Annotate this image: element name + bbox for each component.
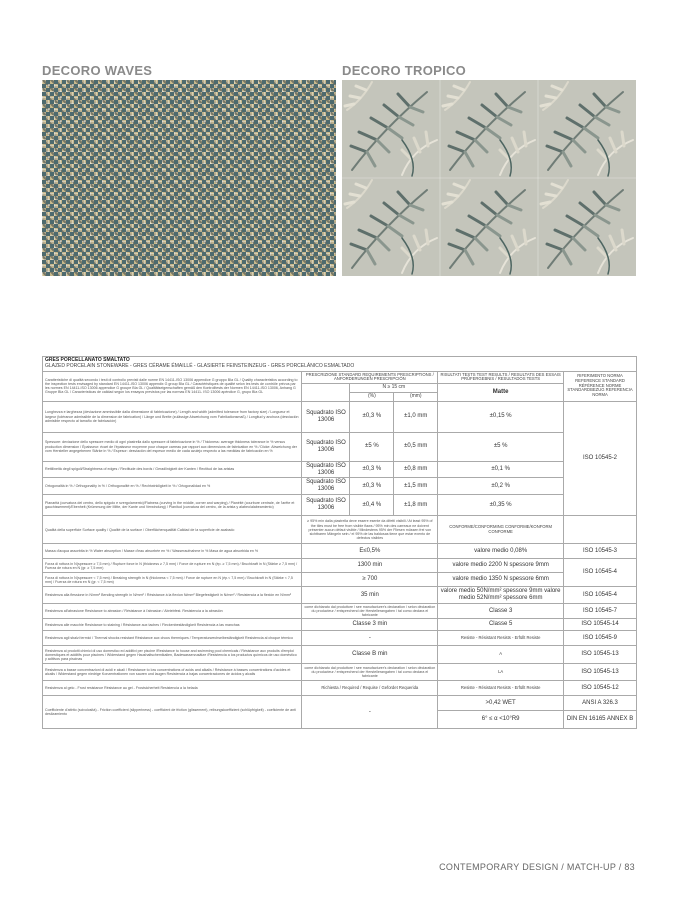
row-std: Squadrato ISO 13006 — [302, 478, 350, 495]
row-ref: ISO 10545-3 — [564, 544, 637, 559]
row-result: 6° ≤ α <10°R9 — [438, 711, 564, 729]
row-std: ≥ 700 — [302, 573, 438, 587]
row-result: Classe 5 — [438, 619, 564, 631]
row-ref: ISO 10545-13 — [564, 664, 637, 681]
quality-ref — [564, 516, 637, 544]
row-desc: Ortogonalità in % / Orthogonality in % / Orthogonalité en % / Rechtwinkligkeit in % / Ortogonalidad en % — [43, 478, 302, 495]
row-desc: Rettilineità degli spigoli/Straightness of edges / Rectitude des bords / Geradlinigkeit der Kanten / Rectitud de las aristas — [43, 461, 302, 478]
quality-result: CONFORME/CONFORMING CONFORME/KONFORM CONFORME — [438, 516, 564, 544]
row-result: A — [438, 646, 564, 664]
row-std: - — [302, 631, 438, 646]
header-blank — [302, 384, 350, 402]
row-result: valore medio 2200 N spessore 9mm — [438, 559, 564, 573]
row-ref: ISO 10545-4 — [564, 559, 637, 587]
row-ref: ISO 10545-7 — [564, 604, 637, 619]
row-result: ±0,2 % — [438, 478, 564, 495]
row-desc: Forza di rottura in N(spessore ≥ 7,5 mm) / Rupture force in N (thickness ≥ 7,5 mm) / Force de rupture en N (ép. ≥ 7,5 mm) / Bruchkraft in N (Stärke ≥ 7,5 mm) / Fuerza de rotura en N (gr. ≥ 7,5 mm) — [43, 559, 302, 573]
row-std: Classe 3 min — [302, 619, 438, 631]
row-mm: ±1,0 mm — [394, 401, 438, 432]
row-result: LA — [438, 664, 564, 681]
row-desc: Lunghezza e larghezza (deviazione ammissibile dalla dimensione di fabbricazione) / Length and width (admitted tolerance from factory size) / Longueur et largeur (tolérance admissible de la dimension de fabrication) / Länge und Breite (zulässige Abweichung vom Fabrikationsmaß) / Longitud y anchura (desviación admisible respecto al tamaño de fabricación) — [43, 401, 302, 432]
row-pct: ±5 % — [350, 432, 394, 461]
row-desc: Planarità (curvatura del centro, dello spigolo e svergolamento)/Flatness (curving in the middle, corner and warping) / Planéité (courbure centrale, de l'arête et gauchissement)/Ebenheit (Krümmung der Mitte, der Kante und Verwindung) / Planitud (curvatura del centro, de la arista y alabeo/alabeamiento) — [43, 495, 302, 516]
row-ref: ANSI A 326.3 — [564, 696, 637, 711]
row-mm: ±0,5 mm — [394, 432, 438, 461]
table-subheading: GLAZED PORCELAIN STONEWARE - GRES CÉRAME ÉMAILLÉ - GLASIERTE FEINSTEINZEUG - GRES PORCELÁNICO ESMALTADO — [45, 362, 355, 369]
row-desc: Resistenza ai prodotti chimici di uso domestico ed additivi per piscine /Resistance to house and swimming pool chemicals / Résistance aux produits d'emploi domestiques et additifs pour piscines / Widerstand gegen Haushaltschemikalien, Badewasserzusätze /Resistencia a los productos químicos de uso doméstico y aditivos para piscinas — [43, 646, 302, 664]
row-ref: ISO 10545-13 — [564, 646, 637, 664]
decoro-waves-image — [42, 80, 336, 276]
header-matte: Matte — [438, 384, 564, 402]
row-desc: Resistenza alle macchie Resistance to staining / Résistance aux taches / Fleckenbeständigkeit Resistencia a las manchas — [43, 619, 302, 631]
row-std: Richiesta / Required / Requise / Gefordet Requerida — [302, 681, 438, 696]
row-std: Squadrato ISO 13006 — [302, 461, 350, 478]
row-pct: ±0,4 % — [350, 495, 394, 516]
row-result: ±0,1 % — [438, 461, 564, 478]
row-std: Squadrato ISO 13006 — [302, 401, 350, 432]
row-pct: ±0,3 % — [350, 461, 394, 478]
row-result: Resiste - Résistant Resists - Erfüllt Resiste — [438, 631, 564, 646]
row-result: ±0,35 % — [438, 495, 564, 516]
row-std: E≤0,5% — [302, 544, 438, 559]
row-ref: ISO 10545-14 — [564, 619, 637, 631]
row-std: 1300 min — [302, 559, 438, 573]
row-std: Squadrato ISO 13006 — [302, 432, 350, 461]
row-result: valore medio 1350 N spessore 6mm — [438, 573, 564, 587]
quality-desc: Qualità della superficie Surface quality / Qualité de la surface / Oberflächenqualität Calidad de la superficie de acabado — [43, 516, 302, 544]
table-heading: GRES PORCELLANATO SMALTATO — [45, 357, 130, 363]
row-desc: Resistenza alla flessione in N/mm² Bending strength in N/mm² / Résistance à la flexion N/mm² Biegefestigkeit in N/mm² / Resistencia a la flexión en N/mm² — [43, 587, 302, 604]
row-result: valore medio 50N/mm² spessore 9mm valore medio 52N/mm² spessore 6mm — [438, 587, 564, 604]
row-result: valore medio 0,08% — [438, 544, 564, 559]
row-std: Squadrato ISO 13006 — [302, 495, 350, 516]
row-desc: Resistenza al gelo - Frost resistance Résistance au gel - Frostsicherheit Resistencia a la helada — [43, 681, 302, 696]
row-ref: ISO 10545-9 — [564, 631, 637, 646]
row-ref: DIN EN 16165 ANNEX B — [564, 711, 637, 729]
row-desc: Massa d'acqua assorbita in % Water absorption / Masse d'eau absorbée en % / Wasseraufnahme in % Masa de agua absorbida en % — [43, 544, 302, 559]
decoro-tropico-image — [342, 80, 636, 276]
row-desc: Resistenza a basse concentrazioni di acidi e alcali / Resistance to low concentrations of acids and alkalis / Résistance à basses concentrations d'acides et alcalis / Widerstand gegen niedrige Konzentrationen von sauren und laugen Resistencia a bajas concentraciones de ácidos y alcalis — [43, 664, 302, 681]
header-results: RISULTATI TESTS TEST RESULTS / RESULTATS DES ESSAIS PRÜFERGEBNIS / RESULTADOS TESTS — [438, 371, 564, 384]
row-std: Classe B min — [302, 646, 438, 664]
row-std: 35 min — [302, 587, 438, 604]
row-mm: ±1,5 mm — [394, 478, 438, 495]
header-unit-mm: (mm) — [394, 392, 438, 401]
row-result: Classe 3 — [438, 604, 564, 619]
row-result: ±5 % — [438, 432, 564, 461]
header-prescription: PRESCRIZIONE STANDARD REQUIREMENTS PRESCRIPTIONS / ANFORDERUNGEN PRESCRIPCIÓN — [302, 371, 438, 384]
row-desc: Resistenza agli sbalzi termici / Thermal shocks resistant Résistance aux chocs thermiques / Temperaturwechselbeständigkeit Resistencia al choque térmico — [43, 631, 302, 646]
header-unit-pct: (%) — [350, 392, 394, 401]
row-std: - — [302, 696, 438, 729]
header-reference: RIFERIMENTO NORMA REFERENCE STANDARD RÉFÉRENCE NORME STANDARDBEZUG REFERENCIA NORMA — [564, 371, 637, 401]
row-mm: ±1,8 mm — [394, 495, 438, 516]
row-result: >0,42 WET — [438, 696, 564, 711]
row-desc: Forza di rottura in N(spessore < 7,5 mm) / Breaking strength in N (thickness < 7,5 mm) / Force de rupture en N (ép.< 7,5 mm) / Bruchkraft in N (Stärke < 7,5 mm) / Fuerza de rotura en N (gr. < 7,5 mm) — [43, 573, 302, 587]
row-desc: Resistenza all'abrasione Resistance to abrasion / Résistance à l'abrasion / Abriebfest. Resistencia a la abrasión — [43, 604, 302, 619]
row-std: come dichiarato dal produttore / see manufacturer's declaration / selon déclaration du producteur / entsprechend der Herstellerangaben / tal como declara el fabricante — [302, 664, 438, 681]
row-result: ±0,15 % — [438, 401, 564, 432]
row-std: come dichiarato dal produttore / see manufacturer's declaration / selon déclaration du producteur / entsprechend der Herstellerangaben / tal como declara el fabricante — [302, 604, 438, 619]
row-ref: ISO 10545-4 — [564, 587, 637, 604]
row-ref: ISO 10545-2 — [564, 401, 637, 516]
row-pct: ±0,3 % — [350, 401, 394, 432]
page-footer: CONTEMPORARY DESIGN / MATCH-UP / 83 — [439, 862, 635, 872]
decoro-tropico-title: DECORO TROPICO — [342, 63, 467, 78]
row-mm: ±0,8 mm — [394, 461, 438, 478]
decoro-waves-title: DECORO WAVES — [42, 63, 153, 78]
row-ref: ISO 10545-12 — [564, 681, 637, 696]
header-n: N ≥ 15 cm — [350, 384, 438, 393]
table-heading-cell — [43, 357, 637, 372]
row-desc: Coefficiente d'attrito (scivolosità) - Friction coefficient (slipperiness) - coefficient de friction (glissement), reibungskoeffizient (schlüpfrigkeit) - coeficiente de anti deslizamiento — [43, 696, 302, 729]
row-result: Resiste - Résistant Resists - Erfüllt Resiste — [438, 681, 564, 696]
technical-specifications-table — [42, 356, 637, 729]
quality-std: ≥ 95% min dalla piastrella deve essere esente da difetti visibili / At least 95% of the tiles must be free from visible flaws / 95% min des carreaux ne doivent présenter aucun défaut visible / Mindestens 95% der Fliesen müssen frei von sichtbaren Mängeln sein / el 95% de las baldosas tiene que estar exento de defectos visibles — [302, 516, 438, 544]
row-desc: Spessore: deviazione dello spessore medio di ogni piastrella dallo spessore di fabbricazione in % / Thickness: average thickness tolerance in % versus production dimension / Épaisseur: écart de l'épaisseur moyenne pour chaque carreau par rapport aux dimensions de fabrication en % / Dicke: Abweichung der vom Hersteller angegebenen Stärke in % / Espesor: desviación del espesor medio de cada azulejo respecto a las medidas de fabricación en % — [43, 432, 302, 461]
row-pct: ±0,3 % — [350, 478, 394, 495]
intro-text: Caratteristiche di qualità secondo i testi di controllo previsti dalle norme EN 14411-ISO 13006 appendice G gruppo BIa GL / Quality characteristics according to the inspection tests envisaged by standard EN 14411-ISO 13006 appendix G group BIa GL / Caractéristiques de qualité selon les tests de contrôle prévus par les normes EN 14411-ISO 13006 appendice G groupe BIa GL / Qualitätseigenschaften gemäß den Kontrolltests der Normen EN 14411-ISO 13006, Anhang G Gruppe BIa GL / Características de calidad según los ensayos previstos por las normas EN 14411- ISO 13006 apéndice G, grupo BIa GL — [43, 371, 302, 401]
